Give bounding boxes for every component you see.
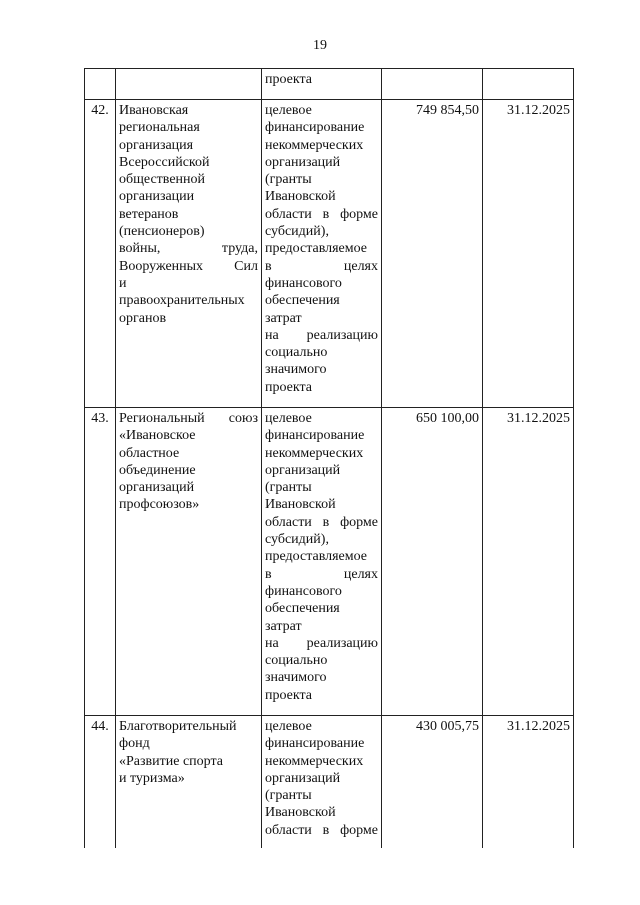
recipient-name-line: правоохранительных bbox=[119, 293, 245, 309]
grant-purpose-line: предоставляемое bbox=[265, 241, 368, 257]
row-number bbox=[85, 69, 116, 100]
recipient-name-line: Вооруженных Сил bbox=[119, 258, 258, 274]
recipient-name-line: Региональный союз bbox=[119, 411, 258, 426]
grant-purpose-line: области в форме bbox=[265, 514, 378, 530]
grant-purpose-line: субсидий), bbox=[265, 532, 329, 548]
grant-purpose-line: проекта bbox=[265, 379, 312, 395]
page-number: 19 bbox=[313, 38, 327, 53]
recipient-name-line: общественной bbox=[119, 172, 206, 188]
table-row bbox=[85, 716, 574, 849]
recipient-name-line: войны, труда, bbox=[119, 241, 258, 257]
grant-purpose bbox=[262, 716, 382, 849]
grant-amount bbox=[382, 69, 483, 100]
recipient-name-line: фонд bbox=[119, 736, 150, 752]
recipient-name bbox=[116, 408, 262, 716]
grant-amount: 749 854,50 bbox=[382, 100, 483, 408]
grant-purpose-line: обеспечения bbox=[265, 601, 340, 617]
grant-purpose-line: организаций bbox=[265, 154, 341, 170]
table-row bbox=[85, 69, 574, 100]
grant-purpose-line: целевое bbox=[265, 411, 312, 426]
grant-purpose-line: проекта bbox=[265, 72, 312, 87]
grant-purpose-line: в целях bbox=[265, 566, 378, 582]
table-row bbox=[85, 408, 574, 716]
deadline-date: 31.12.2025 bbox=[483, 716, 574, 849]
recipient-name-line: ветеранов bbox=[119, 206, 179, 222]
grant-purpose-line: финансирование bbox=[265, 736, 365, 752]
grant-purpose-line: области в форме bbox=[265, 822, 378, 838]
grant-purpose-line: социально bbox=[265, 345, 328, 361]
grant-purpose-line: (гранты bbox=[265, 788, 312, 804]
recipient-name-line: и bbox=[119, 275, 127, 291]
recipient-name-line: Всероссийской bbox=[119, 154, 210, 170]
row-number: 42. bbox=[85, 100, 116, 408]
grant-purpose-line: организаций bbox=[265, 462, 341, 478]
row-number: 43. bbox=[85, 408, 116, 716]
grant-purpose-line: затрат bbox=[265, 310, 302, 326]
grant-purpose-line: на реализацию bbox=[265, 327, 378, 343]
recipient-name-line: региональная bbox=[119, 120, 200, 136]
recipient-name-line: организация bbox=[119, 137, 194, 153]
recipient-name-line: «Ивановское bbox=[119, 428, 196, 444]
grant-purpose-line: предоставляемое bbox=[265, 549, 368, 565]
grant-purpose-line: некоммерческих bbox=[265, 753, 364, 769]
grant-purpose-line: обеспечения bbox=[265, 293, 340, 309]
recipient-name-line: профсоюзов» bbox=[119, 497, 200, 513]
recipient-name-line: (пенсионеров) bbox=[119, 224, 205, 240]
grant-purpose bbox=[262, 69, 382, 100]
deadline-date: 31.12.2025 bbox=[483, 100, 574, 408]
grant-purpose-line: финансового bbox=[265, 583, 342, 599]
grant-amount: 650 100,00 bbox=[382, 408, 483, 716]
grant-purpose-line: проекта bbox=[265, 687, 312, 703]
recipient-name-line: «Развитие спорта bbox=[119, 753, 223, 769]
grant-purpose bbox=[262, 100, 382, 408]
grant-purpose-line: Ивановской bbox=[265, 805, 336, 821]
grant-purpose-line: Ивановской bbox=[265, 497, 336, 513]
grant-purpose-line: (гранты bbox=[265, 480, 312, 496]
table-row bbox=[85, 100, 574, 408]
grant-purpose-line: значимого bbox=[265, 362, 327, 378]
grant-purpose-line: субсидий), bbox=[265, 224, 329, 240]
row-number: 44. bbox=[85, 716, 116, 849]
recipient-name-line: объединение bbox=[119, 462, 196, 478]
grant-purpose-line: в целях bbox=[265, 258, 378, 274]
recipient-name-line: организаций bbox=[119, 480, 195, 496]
grant-purpose-line: затрат bbox=[265, 618, 302, 634]
grant-purpose-line: целевое bbox=[265, 103, 312, 118]
recipient-name bbox=[116, 69, 262, 100]
recipient-name-line: и туризма» bbox=[119, 770, 185, 786]
recipient-name bbox=[116, 100, 262, 408]
grant-purpose-line: социально bbox=[265, 653, 328, 669]
grant-purpose-line: Ивановской bbox=[265, 189, 336, 205]
grant-purpose-line: (гранты bbox=[265, 172, 312, 188]
recipient-name bbox=[116, 716, 262, 849]
deadline-date: 31.12.2025 bbox=[483, 408, 574, 716]
grants-table bbox=[84, 68, 574, 848]
grant-purpose-line: некоммерческих bbox=[265, 137, 364, 153]
grant-purpose bbox=[262, 408, 382, 716]
deadline-date bbox=[483, 69, 574, 100]
grant-purpose-line: финансирование bbox=[265, 120, 365, 136]
grant-purpose-line: на реализацию bbox=[265, 635, 378, 651]
recipient-name-line: областное bbox=[119, 445, 180, 461]
recipient-name-line: Благотворительный bbox=[119, 719, 237, 734]
grant-purpose-line: финансового bbox=[265, 275, 342, 291]
recipient-name-line: органов bbox=[119, 310, 167, 326]
grant-purpose-line: некоммерческих bbox=[265, 445, 364, 461]
grant-amount: 430 005,75 bbox=[382, 716, 483, 849]
grant-purpose-line: финансирование bbox=[265, 428, 365, 444]
grant-purpose-line: значимого bbox=[265, 670, 327, 686]
grant-purpose-line: целевое bbox=[265, 719, 312, 734]
grant-purpose-line: организаций bbox=[265, 770, 341, 786]
grant-purpose-line: области в форме bbox=[265, 206, 378, 222]
recipient-name-line: Ивановская bbox=[119, 103, 189, 118]
recipient-name-line: организации bbox=[119, 189, 195, 205]
